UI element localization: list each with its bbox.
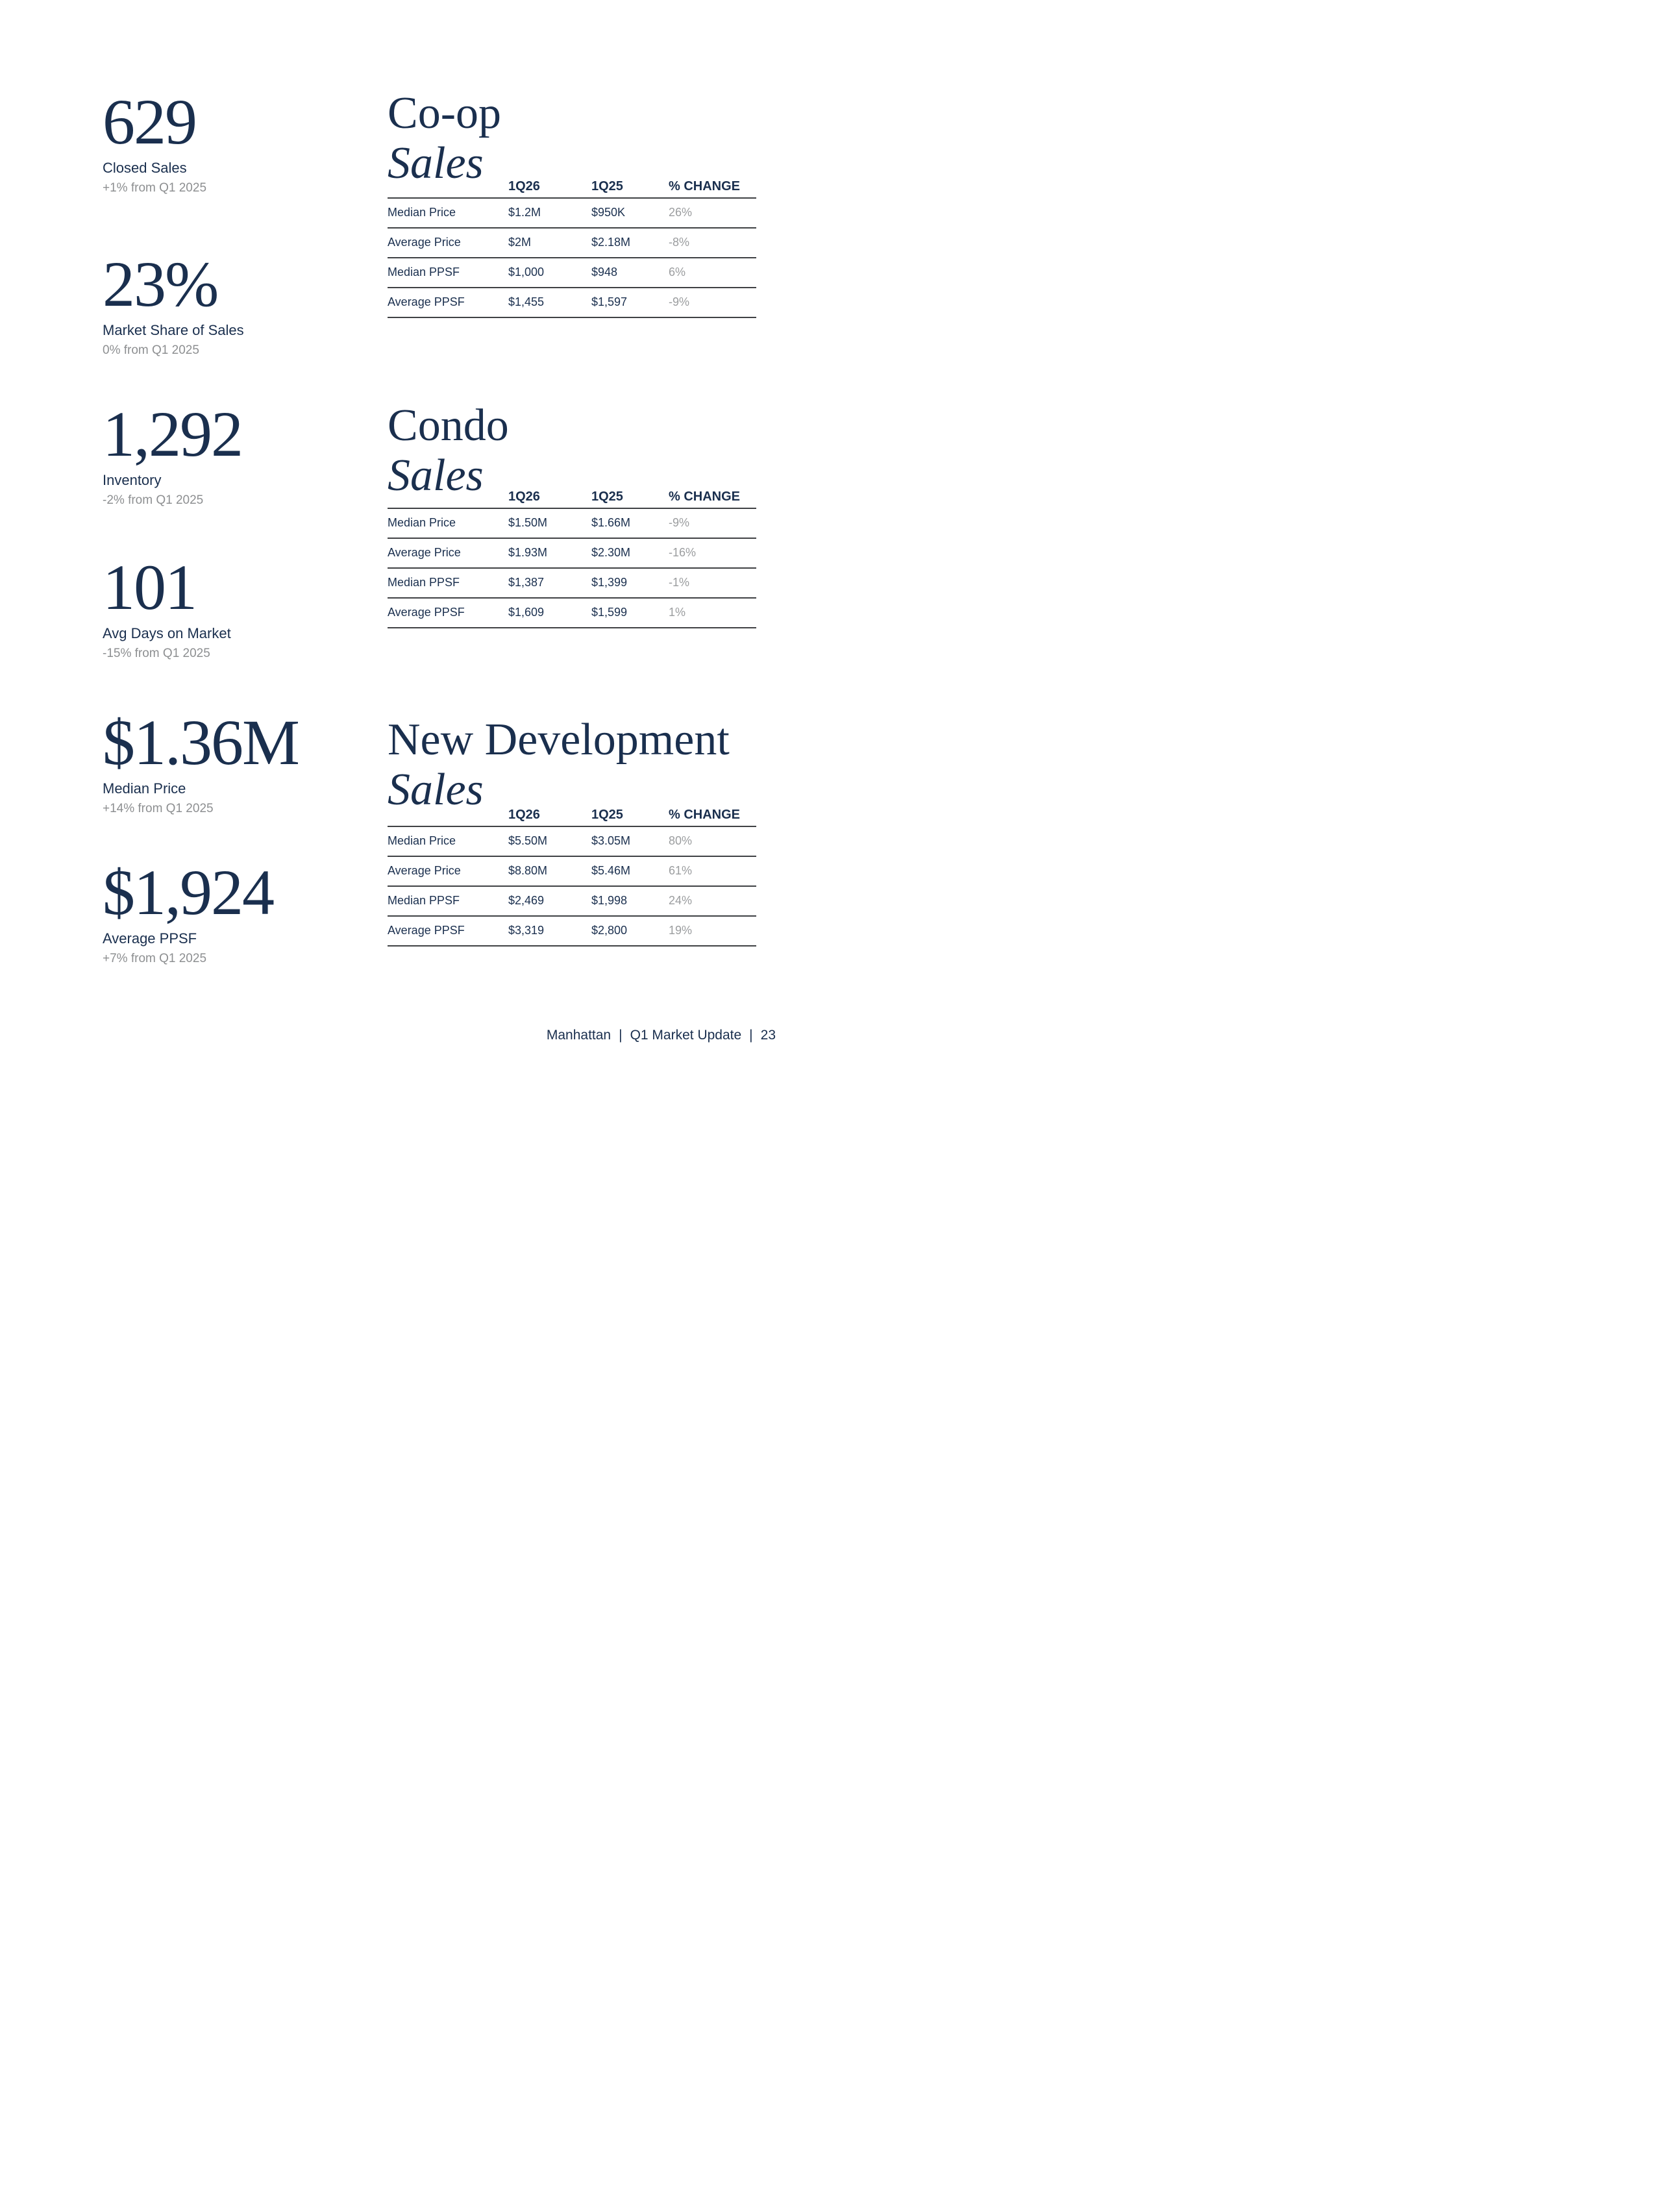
- table-row: [388, 229, 756, 258]
- column-header-1q25: 1Q25: [591, 808, 623, 822]
- section-title-line2: Sales: [388, 765, 484, 815]
- row-label: Average Price: [388, 236, 461, 249]
- stat-change: 0% from Q1 2025: [103, 343, 199, 358]
- table-row: [388, 857, 756, 886]
- stat-value: 1,292: [103, 398, 242, 470]
- cell-1q25: $2.18M: [591, 236, 631, 249]
- stat-value: $1.36M: [103, 706, 299, 778]
- cell-1q25: $1,597: [591, 295, 628, 309]
- new-development-section-title: [388, 715, 756, 815]
- column-header-pct-change: % CHANGE: [669, 808, 741, 822]
- row-label: Median Price: [388, 206, 456, 219]
- stat-label: Median Price: [103, 780, 186, 797]
- cell-1q25: $1,998: [591, 894, 628, 908]
- cell-1q26: $1.2M: [508, 206, 541, 219]
- divider: [388, 317, 756, 318]
- row-label: Median PPSF: [388, 576, 460, 589]
- cell-1q26: $1,609: [508, 606, 545, 619]
- cell-pct-change: 61%: [669, 864, 693, 878]
- cell-1q26: $1.93M: [508, 546, 548, 560]
- stat-change: -15% from Q1 2025: [103, 647, 210, 661]
- table-row: [388, 599, 756, 628]
- column-header-1q26: 1Q26: [508, 808, 540, 822]
- cell-1q25: $2,800: [591, 924, 628, 937]
- cell-pct-change: 6%: [669, 266, 686, 279]
- cell-1q25: $3.05M: [591, 834, 631, 848]
- column-header-pct-change: % CHANGE: [669, 489, 741, 504]
- section-title-line1: Co-op: [388, 88, 501, 138]
- cell-pct-change: -9%: [669, 516, 690, 530]
- cell-pct-change: 24%: [669, 894, 693, 908]
- cell-pct-change: -1%: [669, 576, 690, 589]
- cell-1q25: $1,399: [591, 576, 628, 589]
- cell-pct-change: -8%: [669, 236, 690, 249]
- stat-avg-days-on-market: [103, 551, 375, 662]
- stat-market-share: [103, 248, 375, 358]
- condo-section-title: [388, 401, 756, 501]
- table-row: [388, 258, 756, 288]
- table-header-row: [388, 177, 756, 197]
- stat-value: 101: [103, 551, 196, 623]
- section-title-line1: Condo: [388, 401, 509, 451]
- stat-change: +14% from Q1 2025: [103, 802, 214, 816]
- cell-pct-change: 26%: [669, 206, 693, 219]
- column-header-1q26: 1Q26: [508, 179, 540, 193]
- coop-sales-table: [388, 177, 756, 318]
- table-header-row: [388, 487, 756, 508]
- cell-1q25: $950K: [591, 206, 626, 219]
- section-title-line1: New Development: [388, 715, 730, 765]
- cell-1q26: $1,455: [508, 295, 545, 309]
- cell-1q26: $2M: [508, 236, 532, 249]
- column-header-pct-change: % CHANGE: [669, 179, 741, 193]
- table-row: [388, 509, 756, 538]
- row-label: Average PPSF: [388, 295, 465, 309]
- report-page: [0, 0, 840, 1096]
- stat-median-price: [103, 706, 375, 817]
- table-row: [388, 887, 756, 916]
- cell-1q26: $2,469: [508, 894, 545, 908]
- cell-1q25: $1.66M: [591, 516, 631, 530]
- cell-1q26: $1,000: [508, 266, 545, 279]
- footer-location: Manhattan: [546, 1028, 611, 1043]
- footer-page-number: 23: [760, 1028, 776, 1043]
- table-row: [388, 288, 756, 317]
- cell-1q25: $5.46M: [591, 864, 631, 878]
- cell-pct-change: -9%: [669, 295, 690, 309]
- table-row: [388, 199, 756, 228]
- stat-change: +1% from Q1 2025: [103, 181, 207, 195]
- stat-value: $1,924: [103, 856, 273, 928]
- cell-pct-change: -16%: [669, 546, 697, 560]
- stat-label: Inventory: [103, 472, 162, 488]
- footer-separator: |: [619, 1028, 623, 1043]
- row-label: Average Price: [388, 546, 461, 560]
- cell-1q26: $8.80M: [508, 864, 548, 878]
- cell-1q26: $5.50M: [508, 834, 548, 848]
- table-row: [388, 569, 756, 598]
- stat-average-ppsf: [103, 856, 375, 967]
- column-header-1q26: 1Q26: [508, 489, 540, 504]
- table-row: [388, 827, 756, 856]
- stat-value: 629: [103, 86, 196, 158]
- row-label: Median PPSF: [388, 266, 460, 279]
- page-footer: [547, 1028, 776, 1043]
- footer-separator: |: [749, 1028, 753, 1043]
- cell-1q25: $2.30M: [591, 546, 631, 560]
- cell-1q26: $1.50M: [508, 516, 548, 530]
- stat-label: Closed Sales: [103, 160, 187, 176]
- column-header-1q25: 1Q25: [591, 179, 623, 193]
- new-development-sales-table: [388, 805, 756, 947]
- condo-sales-table: [388, 487, 756, 628]
- divider: [388, 627, 756, 628]
- cell-1q26: $3,319: [508, 924, 545, 937]
- coop-section-title: [388, 88, 756, 188]
- table-header-row: [388, 805, 756, 826]
- stat-label: Avg Days on Market: [103, 625, 231, 641]
- divider: [388, 945, 756, 947]
- stat-closed-sales: [103, 86, 375, 196]
- table-row: [388, 539, 756, 568]
- row-label: Median Price: [388, 516, 456, 530]
- row-label: Average PPSF: [388, 606, 465, 619]
- row-label: Median PPSF: [388, 894, 460, 908]
- cell-1q25: $948: [591, 266, 618, 279]
- cell-1q26: $1,387: [508, 576, 545, 589]
- section-title-line2: Sales: [388, 451, 484, 501]
- stat-label: Average PPSF: [103, 930, 197, 947]
- footer-report-title: Q1 Market Update: [630, 1028, 742, 1043]
- section-title-line2: Sales: [388, 138, 484, 188]
- stat-label: Market Share of Sales: [103, 322, 244, 338]
- column-header-1q25: 1Q25: [591, 489, 623, 504]
- stat-inventory: [103, 398, 375, 508]
- row-label: Average Price: [388, 864, 461, 878]
- stat-value: 23%: [103, 248, 218, 320]
- table-row: [388, 917, 756, 946]
- cell-pct-change: 19%: [669, 924, 693, 937]
- stat-change: +7% from Q1 2025: [103, 952, 207, 966]
- cell-pct-change: 1%: [669, 606, 686, 619]
- stat-change: -2% from Q1 2025: [103, 493, 204, 508]
- row-label: Median Price: [388, 834, 456, 848]
- cell-1q25: $1,599: [591, 606, 628, 619]
- cell-pct-change: 80%: [669, 834, 693, 848]
- row-label: Average PPSF: [388, 924, 465, 937]
